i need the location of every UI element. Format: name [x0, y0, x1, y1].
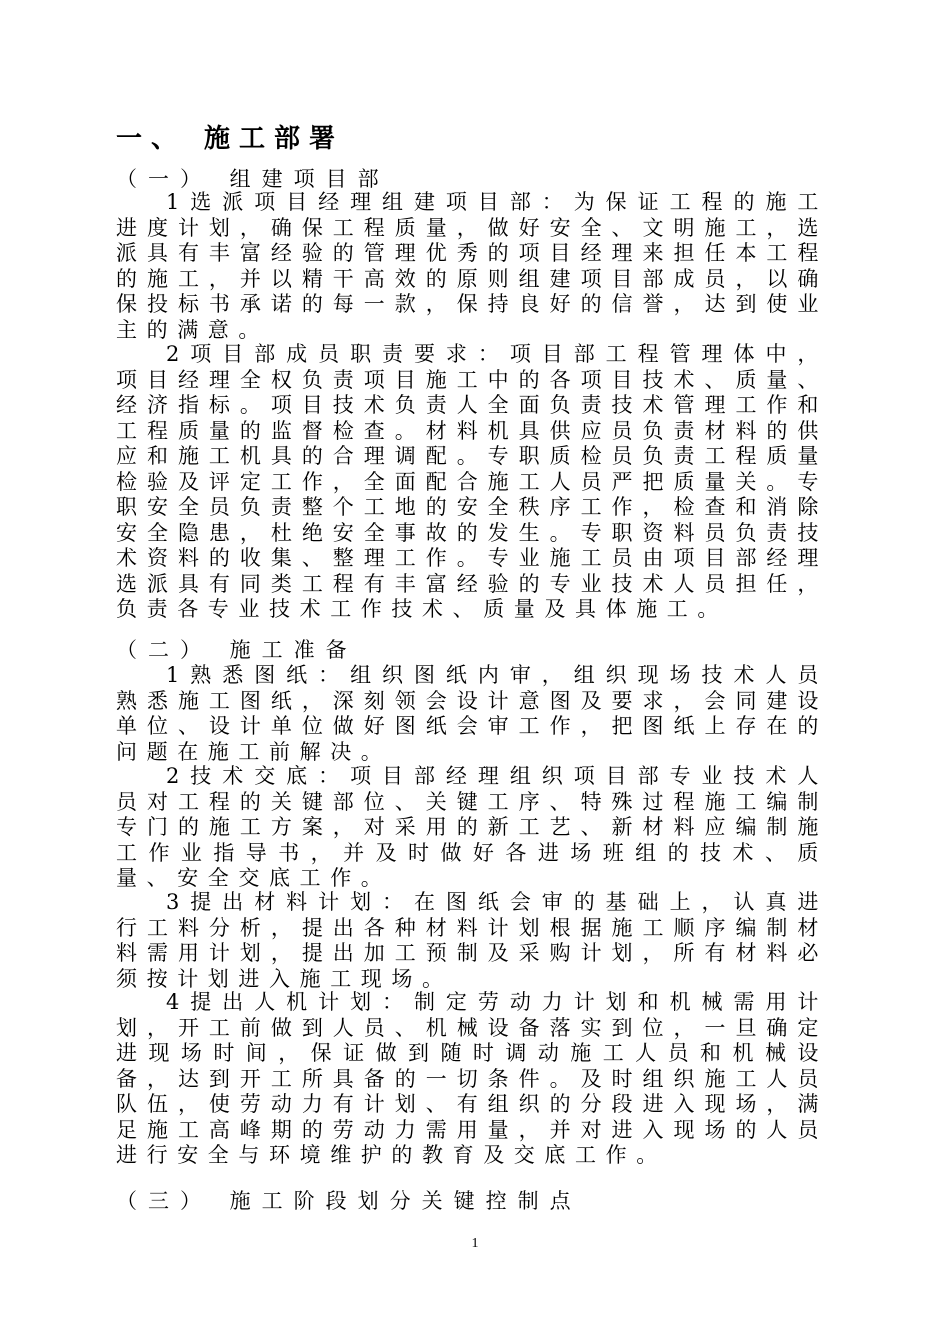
section-heading-2: （二） 施工准备 — [116, 638, 358, 662]
page-number: 1 — [471, 1236, 479, 1251]
section-heading-1: （一） 组建项目部 — [116, 167, 390, 191]
document-title: 一、 施工部署 — [116, 124, 345, 154]
paragraph-1-1: 1选派项目经理组建项目部：为保证工程的施工进度计划，确保工程质量，做好安全、文明施工，选派具有丰富经验的管理优秀的项目经理来担任本工程的施工，并以精干高效的原则组建项目部成员，以确保投标书承诺的每一款，保持良好的信誉，达到使业主的满意。 — [116, 190, 828, 342]
paragraph-2-2: 2技术交底：项目部经理组织项目部专业技术人员对工程的关键部位、关键工序、特殊过程施工编制专门的施工方案，对采用的新工艺、新材料应编制施工作业指导书，并及时做好各进场班组的技术、质量、安全交底工作。 — [116, 764, 828, 890]
paragraph-2-4: 4提出人机计划：制定劳动力计划和机械需用计划，开工前做到人员、机械设备落实到位，一旦确定进现场时间，保证做到随时调动施工人员和机械设备，达到开工所具备的一切条件。及时组织施工人员队伍，使劳动力有计划、有组织的分段进入现场，满足施工高峰期的劳动力需用量，并对进入现场的人员进行安全与环境维护的教育及交底工作。 — [116, 990, 828, 1167]
paragraph-1-2: 2项目部成员职责要求：项目部工程管理体中，项目经理全权负责项目施工中的各项目技术、质量、经济指标。项目技术负责人全面负责技术管理工作和工程质量的监督检查。材料机具供应员负责材料的供应和施工机具的合理调配。专职质检员负责工程质量检验及评定工作，全面配合施工人员严把质量关。专职安全员负责整个工地的安全秩序工作，检查和消除安全隐患，杜绝安全事故的发生。专职资料员负责技术资料的收集、整理工作。专业施工员由项目部经理选派具有同类工程有丰富经验的专业技术人员担任，负责各专业技术工作技术、质量及具体施工。 — [116, 342, 828, 621]
paragraph-2-3: 3提出材料计划：在图纸会审的基础上，认真进行工料分析，提出各种材料计划根据施工顺序编制材料需用计划，提出加工预制及采购计划，所有材料必须按计划进入施工现场。 — [116, 890, 828, 991]
section-heading-3: （三） 施工阶段划分关键控制点 — [116, 1189, 582, 1213]
paragraph-2-1: 1熟悉图纸：组织图纸内审，组织现场技术人员熟悉施工图纸，深刻领会设计意图及要求，会同建设单位、设计单位做好图纸会审工作，把图纸上存在的问题在施工前解决。 — [116, 663, 828, 764]
